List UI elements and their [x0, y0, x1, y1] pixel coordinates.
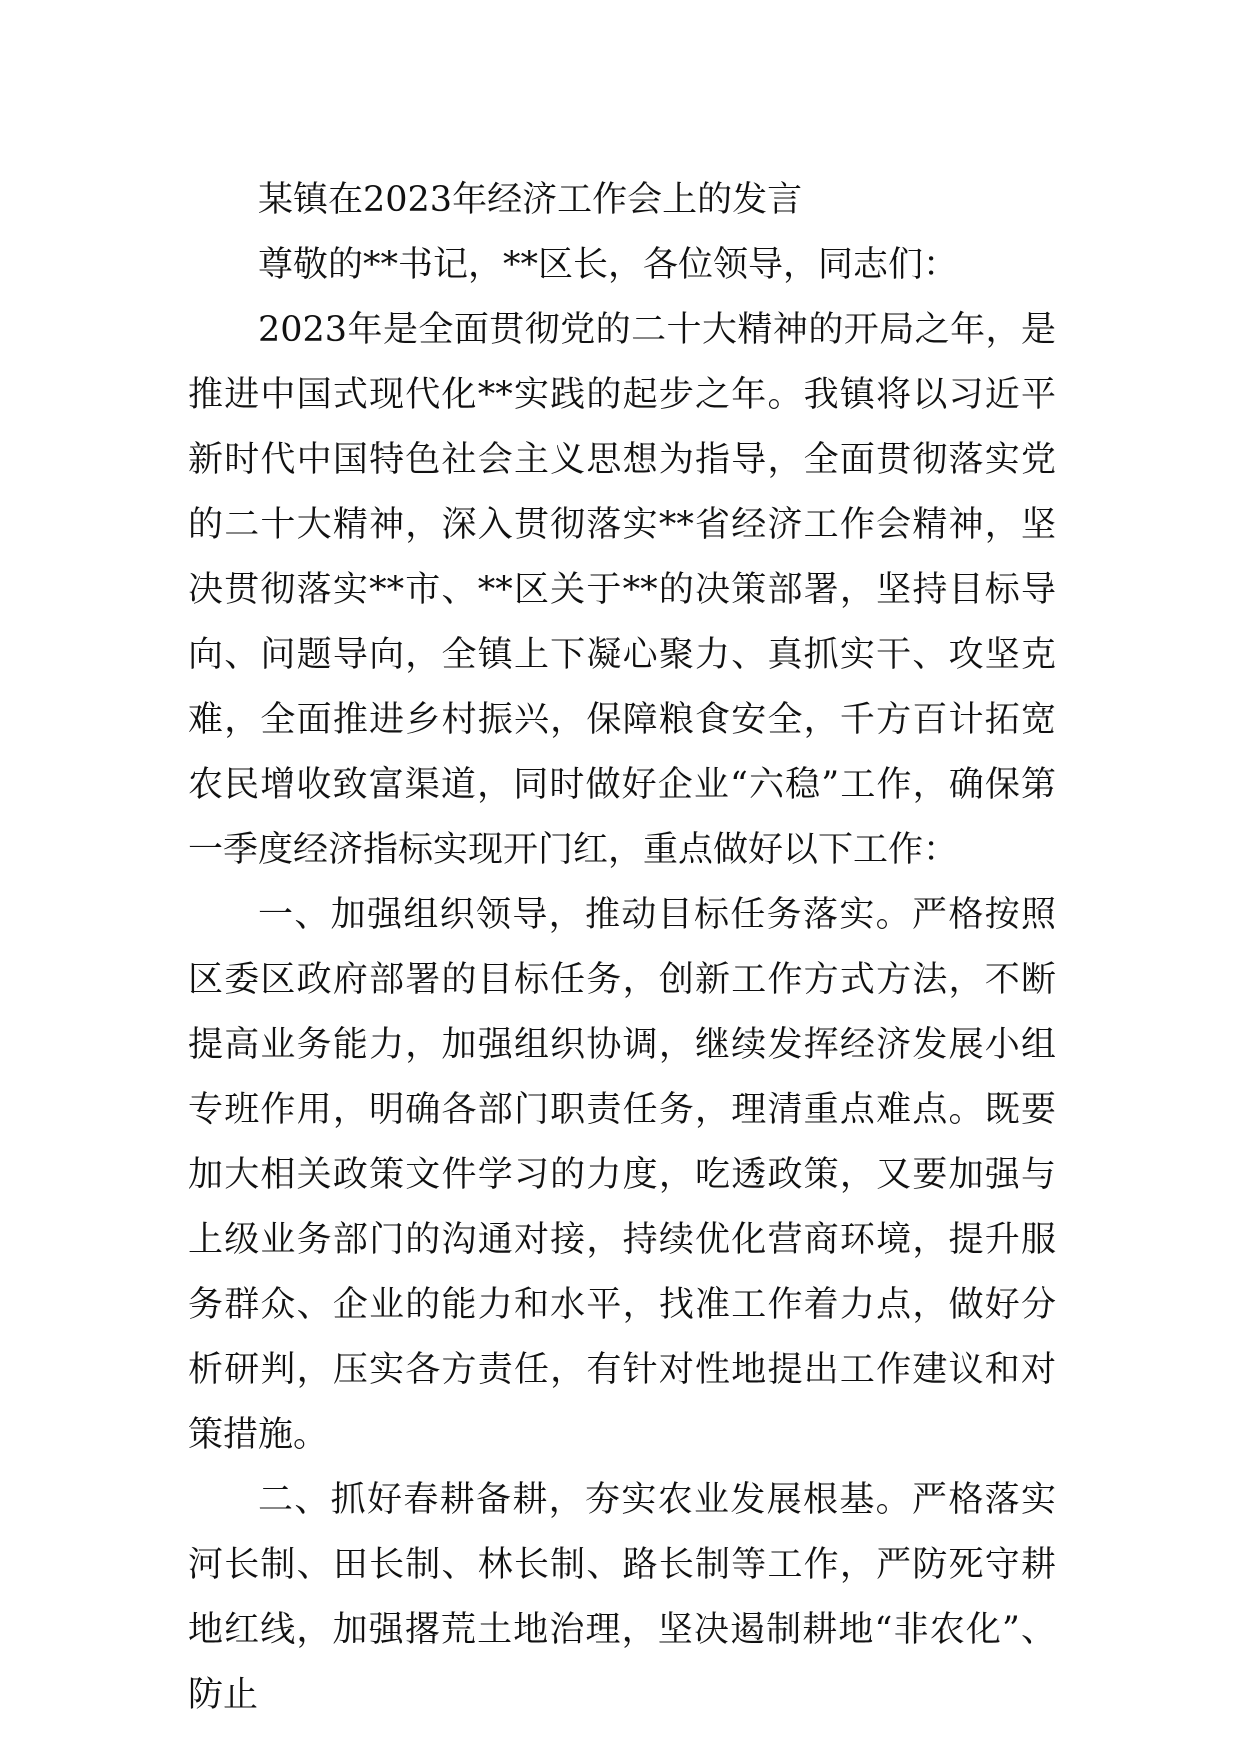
document-body — [188, 168, 1056, 1728]
salutation: 尊敬的**书记，**区长，各位领导，同志们： — [258, 245, 959, 285]
document-title: 某镇在2023年经济工作会上的发言 — [258, 180, 803, 220]
paragraph-intro: 2023年是全面贯彻党的二十大精神的开局之年，是推进中国式现代化**实践的起步之年。我镇将以习近平新时代中国特色社会主义思想为指导，全面贯彻落实党的二十大精神，深入贯彻落实**省经济工作会精神，坚决贯彻落实**市、**区关于**的决策部署，坚持目标导向、问题导向，全镇上下凝心聚力、真抓实干、攻坚克难，全面推进乡村振兴，保障粮食安全，千方百计拓宽农民增收致富渠道，同时做好企业“六稳”工作，确保第一季度经济指标实现开门红，重点做好以下工作： — [188, 310, 1056, 870]
paragraph-section-1: 一、加强组织领导，推动目标任务落实。严格按照区委区政府部署的目标任务，创新工作方式方法，不断提高业务能力，加强组织协调，继续发挥经济发展小组专班作用，明确各部门职责任务，理清重点难点。既要加大相关政策文件学习的力度，吃透政策，又要加强与上级业务部门的沟通对接，持续优化营商环境，提升服务群众、企业的能力和水平，找准工作着力点，做好分析研判，压实各方责任，有针对性地提出工作建议和对策措施。 — [188, 895, 1056, 1455]
paragraph-section-2: 二、抓好春耕备耕，夯实农业发展根基。严格落实河长制、田长制、林长制、路长制等工作，严防死守耕地红线，加强撂荒土地治理，坚决遏制耕地“非农化”、防止 — [188, 1480, 1056, 1715]
